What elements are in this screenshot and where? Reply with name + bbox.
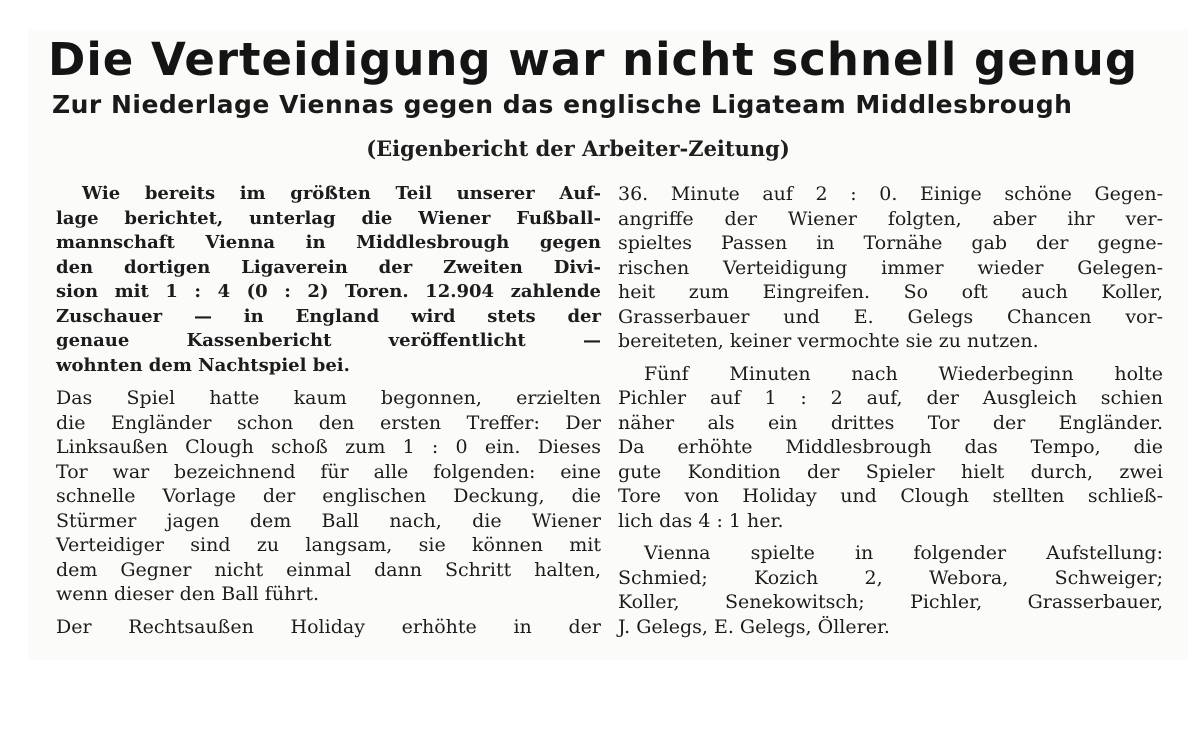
body-line: Fünf Minuten nach Wiederbeginn holte (644, 362, 1163, 385)
right-column (618, 182, 1163, 639)
body-line: Pichler auf 1 : 2 auf, der Ausgleich schien (618, 387, 1163, 409)
body-line: heit zum Eingreifen. So oft auch Koller, (618, 281, 1163, 303)
body-line: Das Spiel hatte kaum begonnen, erzielten (56, 387, 601, 409)
left-column (56, 182, 601, 639)
body-line: angriffe der Wiener folgten, aber ihr ver- (618, 207, 1163, 230)
body-line: Schmied; Kozich 2, Webora, Schweiger; (618, 566, 1163, 589)
lead-line: lage berichtet, unterlag die Wiener Fußball- (56, 207, 601, 229)
body-line: Linksaußen Clough schoß zum 1 : 0 ein. Dieses (56, 436, 601, 458)
body-line: wenn dieser den Ball führt. (56, 583, 320, 605)
body-line: dem Gegner nicht einmal dann Schritt halten, (56, 558, 601, 581)
lead-line: mannschaft Vienna in Middlesbrough gegen (56, 232, 601, 253)
lead-line: den dortigen Ligaverein der Zweiten Divi- (56, 256, 601, 278)
body-line: 36. Minute auf 2 : 0. Einige schöne Gegen- (618, 183, 1163, 205)
newspaper-clipping (28, 30, 1188, 660)
body-line: Tore von Holiday und Clough stellten schließ- (618, 485, 1163, 507)
lead-line: sion mit 1 : 4 (0 : 2) Toren. 12.904 zahlende (56, 281, 601, 302)
body-line: Der Rechtsaußen Holiday erhöhte in der (56, 615, 601, 638)
lead-line: Wie bereits im größten Teil unserer Auf- (82, 183, 601, 204)
body-line: Stürmer jagen dem Ball nach, die Wiener (56, 509, 601, 532)
body-line: Grasserbauer und E. Gelegs Chancen vor- (618, 305, 1163, 328)
body-line: die Engländer schon den ersten Treffer: Der (56, 411, 601, 434)
lead-line: genaue Kassenbericht veröffentlicht — (56, 330, 601, 351)
body-line: Koller, Senekowitsch; Pichler, Grasserbauer, (618, 591, 1163, 613)
body-line: gute Kondition der Spieler hielt durch, zwei (618, 460, 1163, 483)
body-line: Da erhöhte Middlesbrough das Tempo, die (618, 436, 1163, 458)
lead-line: Zuschauer — in England wird stets der (56, 305, 601, 327)
subheadline: Zur Niederlage Viennas gegen das englische Ligateam Middlesbrough (52, 90, 1073, 119)
body-line: spieltes Passen in Tornähe gab der gegne- (618, 232, 1163, 254)
body-line: Tor war bezeichnend für alle folgenden: eine (56, 460, 601, 483)
body-line: Vienna spielte in folgender Aufstellung: (644, 542, 1163, 564)
body-line: Verteidiger sind zu langsam, sie können mit (56, 534, 601, 556)
headline: Die Verteidigung war nicht schnell genug (48, 33, 1139, 86)
lead-line: wohnten dem Nachtspiel bei. (56, 354, 350, 376)
body-line: J. Gelegs, E. Gelegs, Öllerer. (618, 615, 890, 638)
body-line: lich das 4 : 1 her. (618, 509, 784, 532)
body-line: rischen Verteidigung immer wieder Gelegen- (618, 256, 1163, 279)
body-line: schnelle Vorlage der englischen Deckung, die (56, 485, 601, 507)
byline: (Eigenbericht der Arbeiter-Zeitung) (366, 136, 790, 161)
body-line: näher als ein drittes Tor der Engländer. (618, 411, 1163, 434)
body-line: bereiteten, keiner vermochte sie zu nutzen. (618, 330, 1039, 352)
